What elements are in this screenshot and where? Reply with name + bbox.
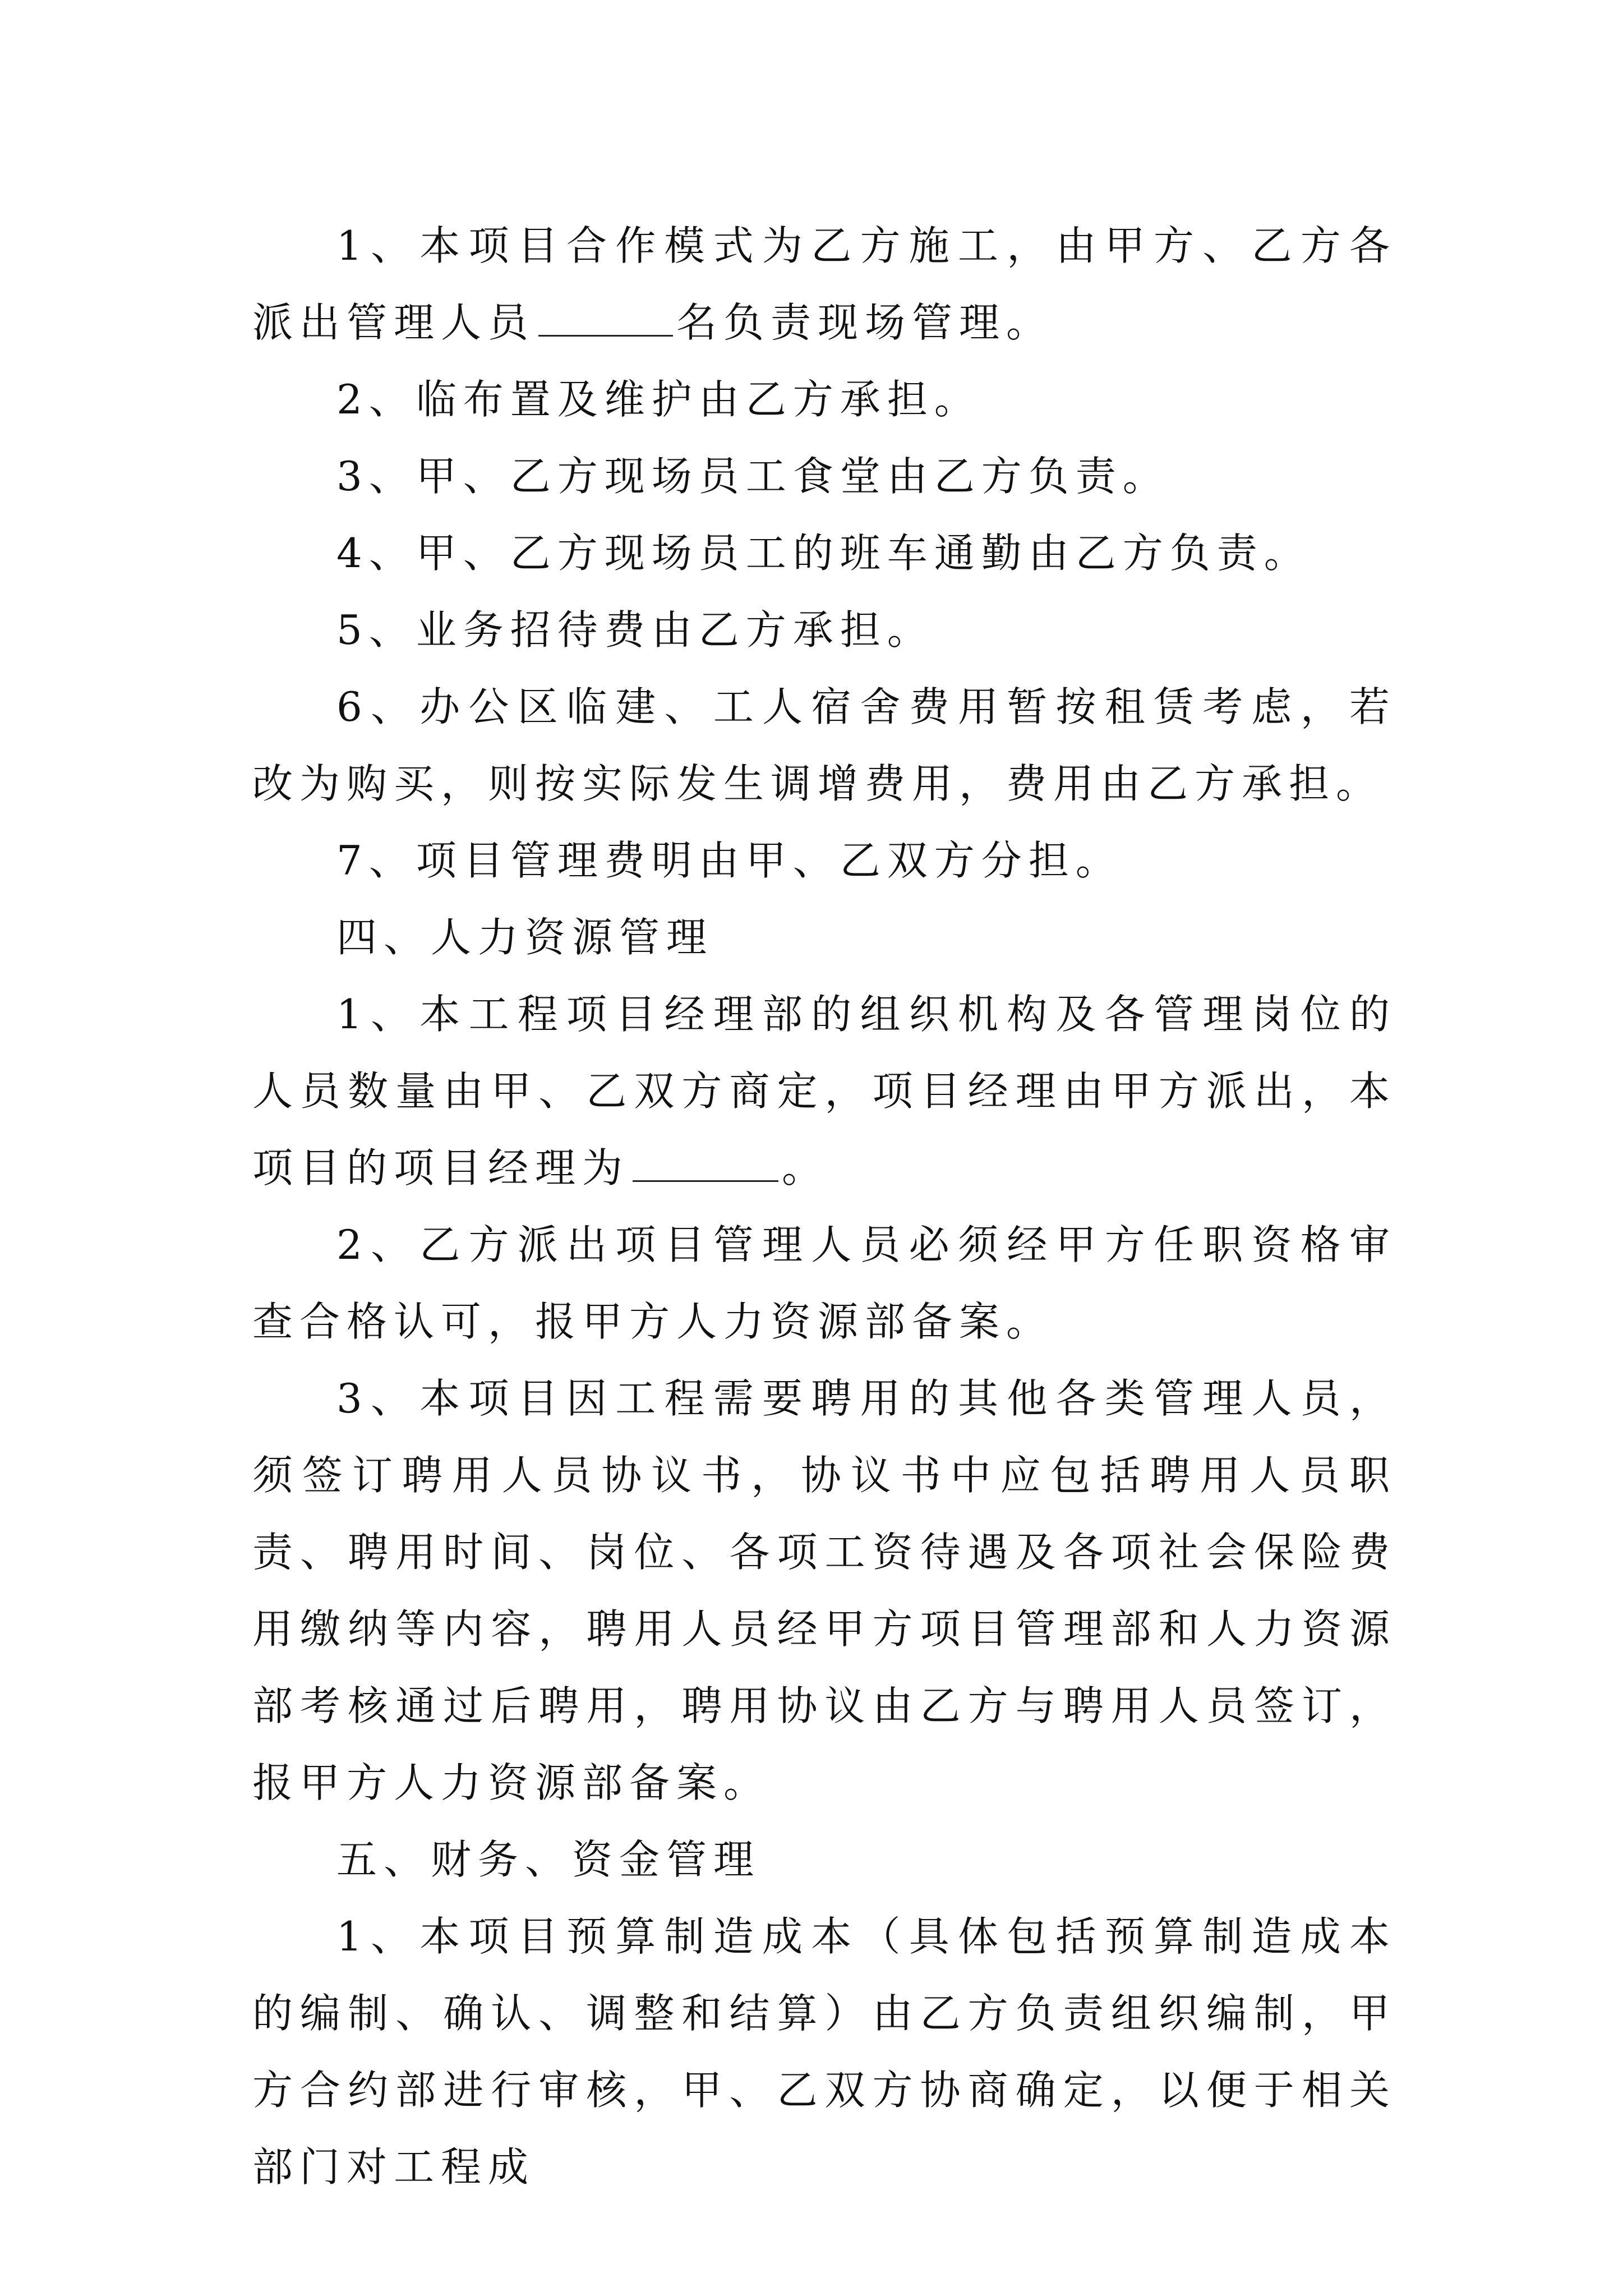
paragraph-project-manager-text-end: 。 [782, 1144, 829, 1191]
paragraph-layout-maintenance: 2、临布置及维护由乙方承担。 [336, 376, 981, 423]
section-heading-hr: 四、人力资源管理 [336, 914, 714, 961]
paragraph-staffing [252, 208, 1396, 361]
paragraph-canteen: 3、甲、乙方现场员工食堂由乙方负责。 [336, 453, 1170, 500]
paragraph-project-manager [252, 976, 1396, 1207]
fill-blank-project-manager [633, 1147, 778, 1182]
paragraph-staffing-text: 1、本项目合作模式为乙方施工，由甲方、乙方各派出管理人员 [252, 222, 1396, 346]
paragraph-office-dormitory: 6、办公区临建、工人宿舍费用暂按租赁考虑，若改为购买，则按实际发生调增费用，费用由乙方承担。 [252, 683, 1396, 807]
paragraph-qualification: 2、乙方派出项目管理人员必须经甲方任职资格审查合格认可，报甲方人力资源部备案。 [252, 1221, 1396, 1345]
paragraph-hiring-agreement: 3、本项目因工程需要聘用的其他各类管理人员，须签订聘用人员协议书，协议书中应包括聘用人员职责、聘用时间、岗位、各项工资待遇及各项社会保险费用缴纳等内容，聘用人员经甲方项目管理部和人力资源部考核通过后聘用，聘用协议由乙方与聘用人员签订，报甲方人力资源部备案。 [252, 1375, 1396, 1806]
paragraph-management-fee: 7、项目管理费明由甲、乙双方分担。 [336, 837, 1123, 884]
paragraph-hospitality: 5、业务招待费由乙方承担。 [336, 606, 934, 654]
document-page [252, 208, 1396, 2206]
paragraph-shuttle: 4、甲、乙方现场员工的班车通勤由乙方负责。 [336, 530, 1311, 577]
paragraph-budget-cost: 1、本项目预算制造成本（具体包括预算制造成本的编制、确认、调整和结算）由乙方负责组织编制，甲方合约部进行审核，甲、乙双方协商确定，以便于相关部门对工程成 [252, 1913, 1396, 2191]
fill-blank-staff-count [538, 301, 673, 337]
paragraph-staffing-text-end: 名负责现场管理。 [676, 299, 1054, 346]
paragraph-project-manager-text: 1、本工程项目经理部的组织机构及各管理岗位的人员数量由甲、乙双方商定，项目经理由甲方派出，本项目的项目经理为 [252, 991, 1396, 1191]
section-heading-finance: 五、财务、资金管理 [336, 1836, 761, 1883]
